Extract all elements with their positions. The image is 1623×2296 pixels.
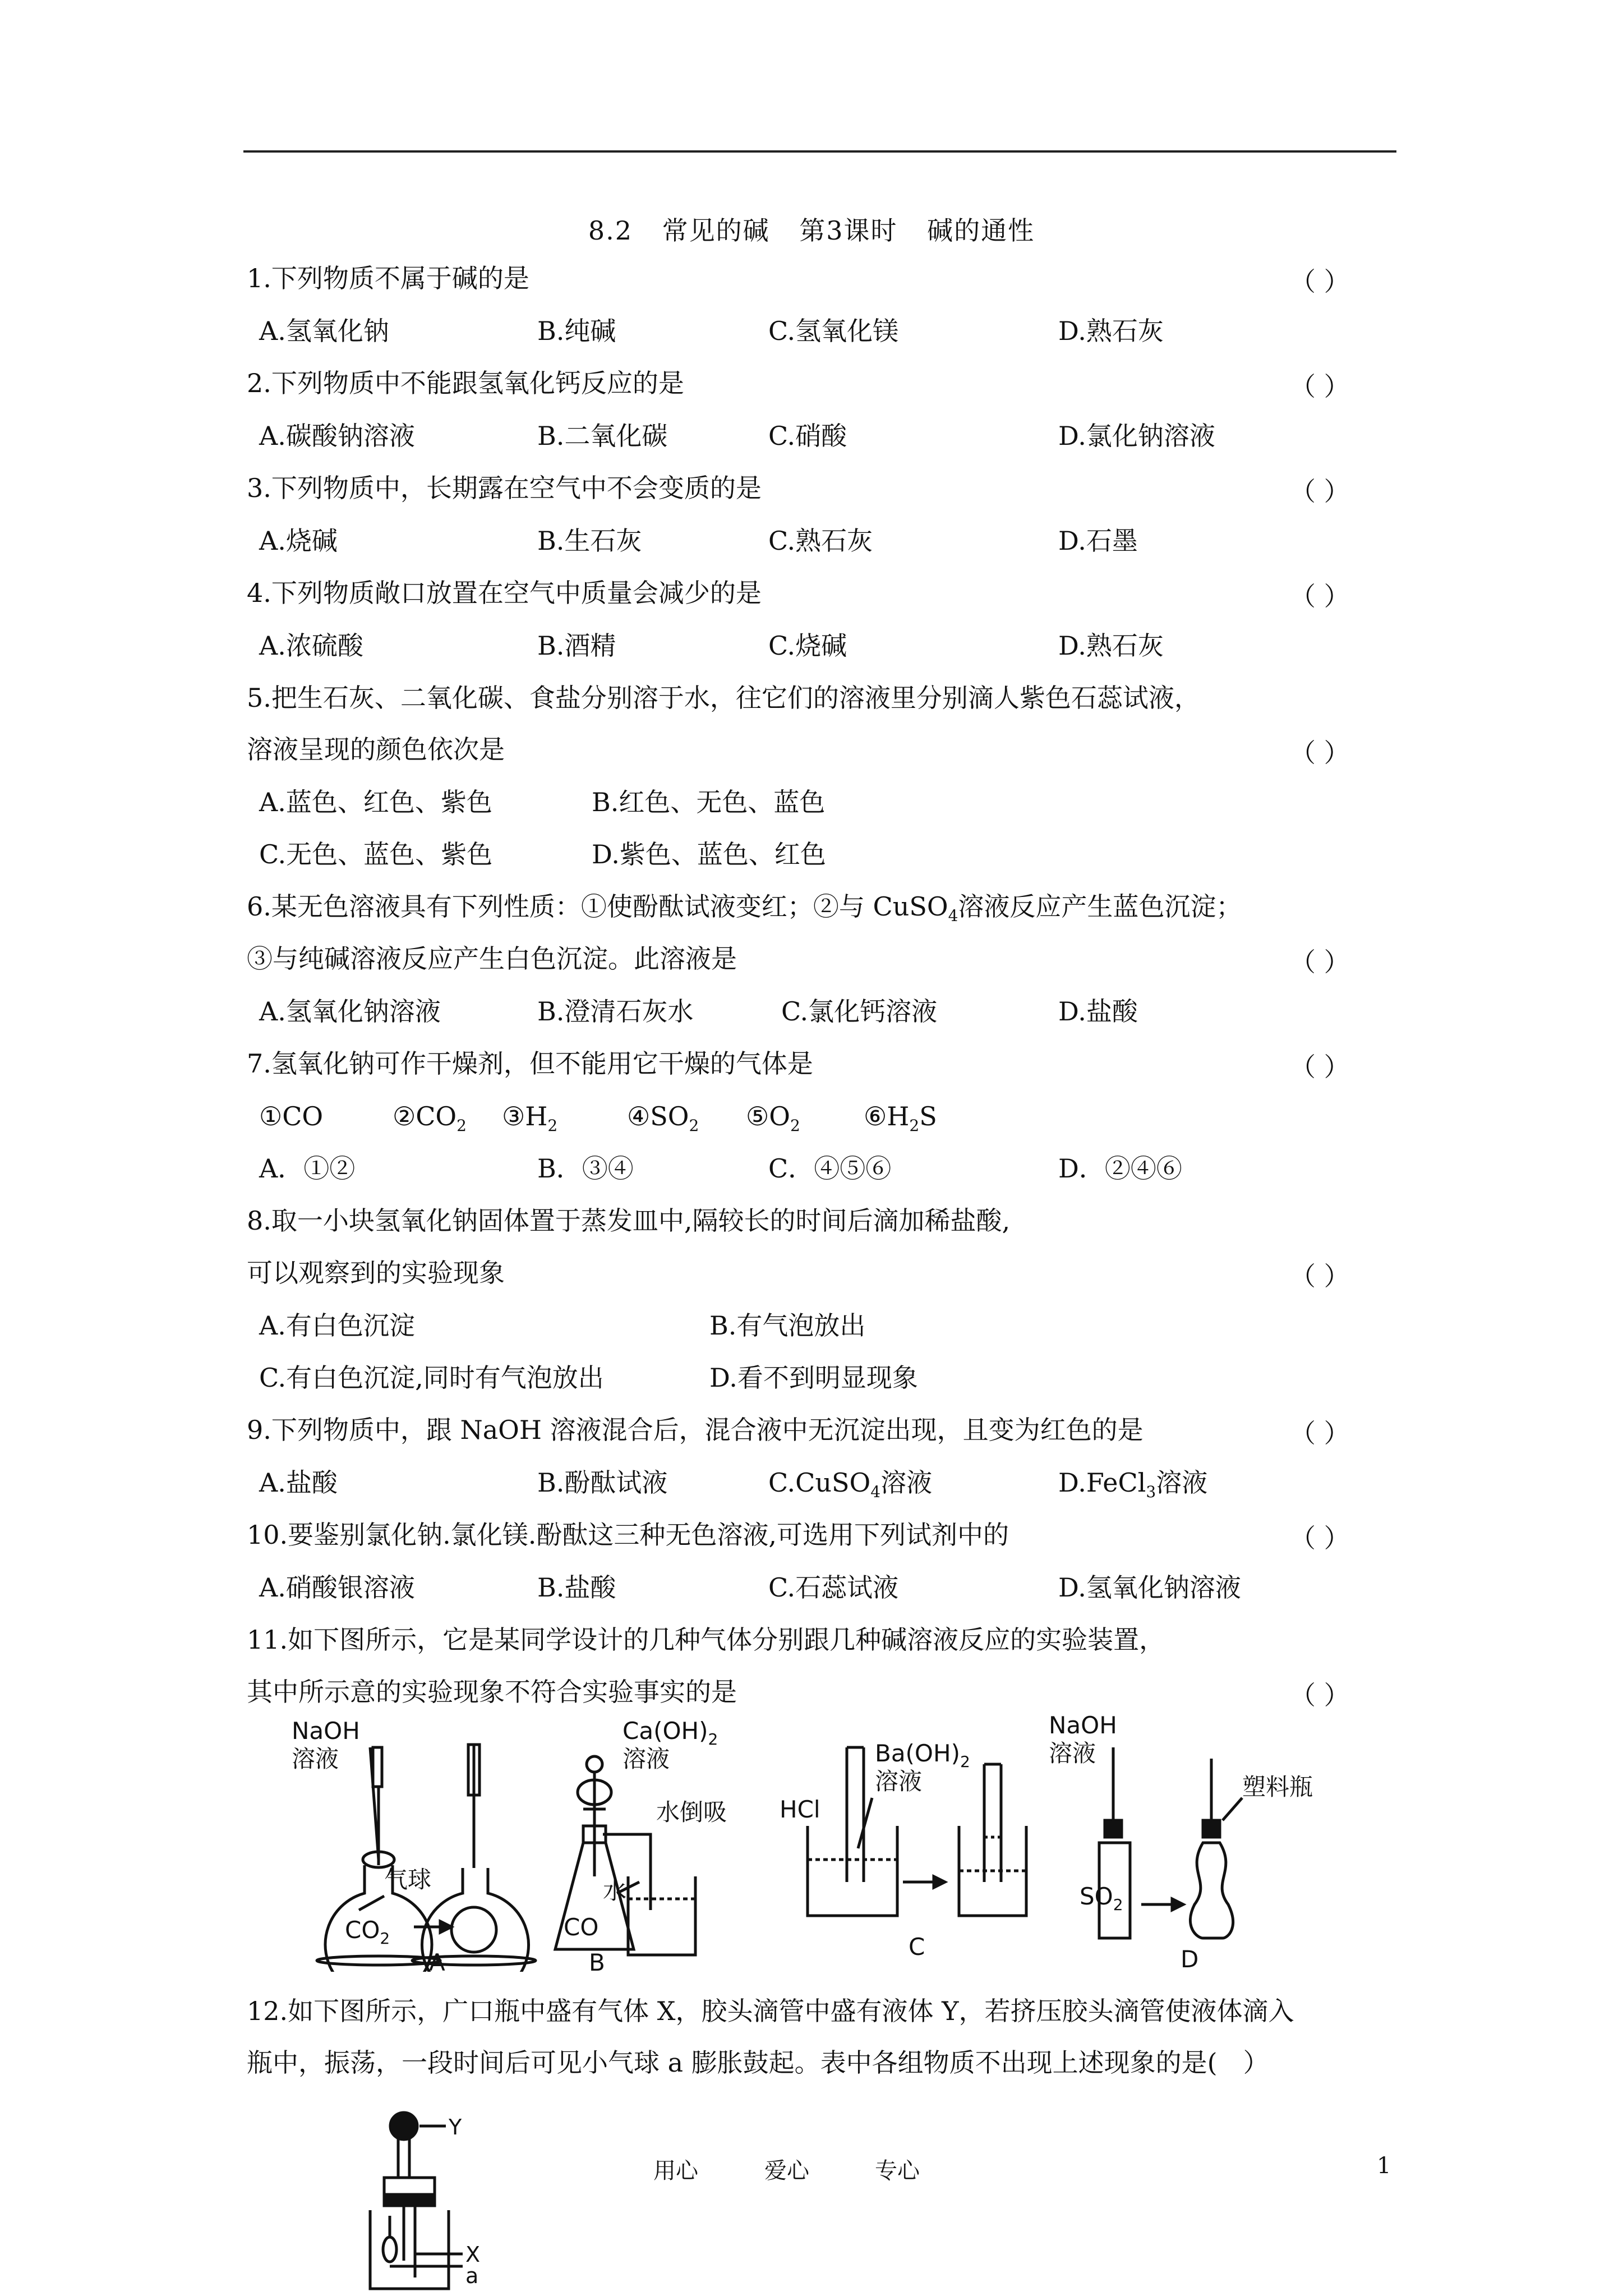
q1-option-b: B.纯碱	[537, 316, 616, 346]
question-9-stem: 9.下列物质中，跟 NaOH 溶液混合后，混合液中无沉淀出现，且变为红色的是	[247, 1415, 1144, 1445]
q1-option-c: C.氢氧化镁	[768, 316, 899, 346]
q6-option-c: C.氯化钙溶液	[781, 996, 938, 1027]
svg-text:A: A	[429, 1949, 445, 1972]
footer-word-1: 用心	[653, 2158, 698, 2184]
q7-gas-1: ①CO	[259, 1101, 324, 1131]
svg-text:CO: CO	[564, 1913, 599, 1941]
apparatus-a	[292, 1717, 536, 1972]
footer-word-2: 爱心	[764, 2158, 809, 2184]
q7-gas-5: $⑤O_2$	[746, 1101, 800, 1135]
question-2-stem: 2.下列物质中不能跟氢氧化钙反应的是	[247, 368, 684, 398]
svg-text:HCl: HCl	[780, 1796, 820, 1823]
q7-option-b: B．③④	[537, 1153, 634, 1184]
q7-option-a: A．①②	[259, 1153, 356, 1184]
svg-text:水: 水	[603, 1877, 627, 1904]
question-7-answer-blank: （ ）	[1290, 1052, 1350, 1082]
question-8-answer-blank: （ ）	[1290, 1261, 1350, 1291]
q9-option-c: C.CuSO$_4$溶液	[768, 1467, 933, 1501]
question-8-stem-line-1: 8.取一小块氢氧化钠固体置于蒸发皿中,隔较长的时间后滴加稀盐酸,	[247, 1205, 1011, 1236]
question-11-stem-line-2: 其中所示意的实验现象不符合实验事实的是	[247, 1677, 737, 1707]
svg-text:a: a	[465, 2263, 479, 2288]
question-7-stem: 7.氢氧化钠可作干燥剂，但不能用它干燥的气体是	[247, 1048, 813, 1079]
q6-option-a: A.氢氧化钠溶液	[259, 996, 441, 1027]
apparatus-d	[1049, 1714, 1313, 1972]
question-3-answer-blank: （ ）	[1290, 476, 1350, 507]
question-1-stem: 1.下列物质不属于碱的是	[247, 263, 529, 293]
q2-option-c: C.硝酸	[768, 421, 847, 451]
q10-option-d: D.氢氧化钠溶液	[1058, 1572, 1241, 1603]
svg-text:溶液: 溶液	[292, 1745, 339, 1773]
q9-option-b: B.酚酞试液	[537, 1467, 668, 1498]
svg-text:塑料瓶: 塑料瓶	[1242, 1773, 1313, 1801]
q8-option-b: B.有气泡放出	[709, 1310, 866, 1341]
svg-text:SO2: $SO_2$	[1080, 1883, 1123, 1914]
q2-option-a: A.碳酸钠溶液	[259, 421, 415, 451]
question-11-stem-line-1: 11.如下图所示，它是某同学设计的几种气体分别跟几种碱溶液反应的实验装置，	[247, 1625, 1165, 1655]
q8-option-c: C.有白色沉淀,同时有气泡放出	[259, 1363, 604, 1393]
q3-option-b: B.生石灰	[537, 526, 642, 556]
question-2-answer-blank: （ ）	[1290, 371, 1350, 402]
question-4-stem: 4.下列物质敞口放置在空气中质量会减少的是	[247, 578, 762, 608]
question-5-stem-line-2: 溶液呈现的颜色依次是	[247, 734, 505, 765]
q2-option-d: D.氯化钠溶液	[1058, 421, 1215, 451]
q1-option-d: D.熟石灰	[1058, 316, 1164, 346]
apparatus-b	[555, 1717, 727, 1972]
q10-option-b: B.盐酸	[537, 1572, 616, 1603]
question-5-stem-line-1: 5.把生石灰、二氧化碳、食盐分别溶于水，往它们的溶液里分别滴人紫色石蕊试液，	[247, 683, 1200, 713]
q4-option-d: D.熟石灰	[1058, 631, 1164, 661]
question-10-answer-blank: （ ）	[1290, 1523, 1350, 1553]
svg-text:NaOH: NaOH	[1049, 1714, 1117, 1739]
q1-option-a: A.氢氧化钠	[259, 316, 389, 346]
q7-option-c: C．④⑤⑥	[768, 1153, 892, 1184]
q2-option-b: B.二氧化碳	[537, 421, 668, 451]
question-12-stem-line-2: 瓶中，振荡，一段时间后可见小气球 a 膨胀鼓起。表中各组物质不出现上述现象的是( ）	[247, 2047, 1269, 2078]
question-11-apparatus-figure	[280, 1714, 1346, 1972]
question-6-stem-line-1: 6.某无色溶液具有下列性质：①使酚酞试液变红；②与 CuSO$_4$溶液反应产生蓝色沉淀；	[247, 891, 1242, 925]
q5-option-b: B.红色、无色、蓝色	[592, 787, 826, 817]
svg-text:X: X	[465, 2242, 481, 2267]
q3-option-c: C.熟石灰	[768, 526, 873, 556]
svg-text:水倒吸: 水倒吸	[656, 1798, 727, 1826]
question-6-answer-blank: （ ）	[1290, 947, 1350, 977]
question-5-answer-blank: （ ）	[1290, 738, 1350, 768]
q5-option-d: D.紫色、蓝色、红色	[592, 839, 826, 869]
svg-text:气球: 气球	[384, 1866, 432, 1893]
question-8-stem-line-2: 可以观察到的实验现象	[247, 1258, 505, 1288]
q7-gas-6: $⑥H_2S$	[864, 1101, 937, 1135]
question-11-answer-blank: （ ）	[1290, 1680, 1350, 1710]
svg-text:溶液: 溶液	[1049, 1740, 1096, 1767]
q7-option-d: D．②④⑥	[1058, 1153, 1182, 1184]
question-9-answer-blank: （ ）	[1290, 1418, 1350, 1448]
question-3-stem: 3.下列物质中，长期露在空气中不会变质的是	[247, 473, 762, 503]
footer-word-3: 专心	[875, 2158, 920, 2184]
q4-option-a: A.浓硫酸	[259, 631, 363, 661]
question-10-stem: 10.要鉴别氯化钠.氯化镁.酚酞这三种无色溶液,可选用下列试剂中的	[247, 1520, 1009, 1550]
q8-option-a: A.有白色沉淀	[259, 1310, 415, 1341]
q3-option-a: A.烧碱	[259, 526, 338, 556]
q9-option-a: A.盐酸	[259, 1467, 338, 1498]
q3-option-d: D.石墨	[1058, 526, 1138, 556]
page-number: 1	[1377, 2153, 1391, 2179]
q10-option-c: C.石蕊试液	[768, 1572, 899, 1603]
question-12-apparatus-figure	[359, 2104, 505, 2296]
svg-text:C: C	[909, 1933, 925, 1961]
q5-option-c: C.无色、蓝色、紫色	[259, 839, 493, 869]
q9-option-d: D.FeCl$_3$溶液	[1058, 1467, 1208, 1501]
q4-option-b: B.酒精	[537, 631, 616, 661]
q7-gas-4: $④SO_2$	[627, 1101, 699, 1135]
header-rule	[243, 150, 1396, 153]
svg-text:Y: Y	[449, 2115, 462, 2139]
page-title: 8.2 常见的碱 第3课时 碱的通性	[588, 215, 1035, 246]
apparatus-c	[780, 1740, 1026, 1961]
svg-text:CO2: $CO_2$	[345, 1916, 390, 1948]
question-4-answer-blank: （ ）	[1290, 581, 1350, 611]
svg-text:溶液: 溶液	[875, 1768, 923, 1795]
q6-option-b: B.澄清石灰水	[537, 996, 694, 1027]
svg-text:Ca(OH)2: $Ca(OH)_2$	[623, 1717, 718, 1749]
question-12-stem-line-1: 12.如下图所示，广口瓶中盛有气体 X，胶头滴管中盛有液体 Y，若挤压胶头滴管使液体滴入	[247, 1996, 1294, 2026]
svg-text:溶液: 溶液	[623, 1745, 670, 1773]
q4-option-c: C.烧碱	[768, 631, 847, 661]
question-6-stem-line-2: ③与纯碱溶液反应产生白色沉淀。此溶液是	[247, 944, 737, 974]
q7-gas-3: $③H_2$	[502, 1101, 558, 1135]
svg-text:B: B	[589, 1949, 605, 1972]
q6-option-d: D.盐酸	[1058, 996, 1138, 1027]
svg-text:D: D	[1181, 1945, 1199, 1972]
svg-text:Ba(OH)2: $Ba(OH)_2$	[875, 1740, 970, 1771]
q8-option-d: D.看不到明显现象	[709, 1363, 918, 1393]
q10-option-a: A.硝酸银溶液	[259, 1572, 415, 1603]
q7-gas-2: $②CO_2$	[393, 1101, 467, 1135]
question-1-answer-blank: （ ）	[1290, 266, 1350, 297]
q5-option-a: A.蓝色、红色、紫色	[259, 787, 492, 817]
svg-text:NaOH: NaOH	[292, 1717, 360, 1745]
